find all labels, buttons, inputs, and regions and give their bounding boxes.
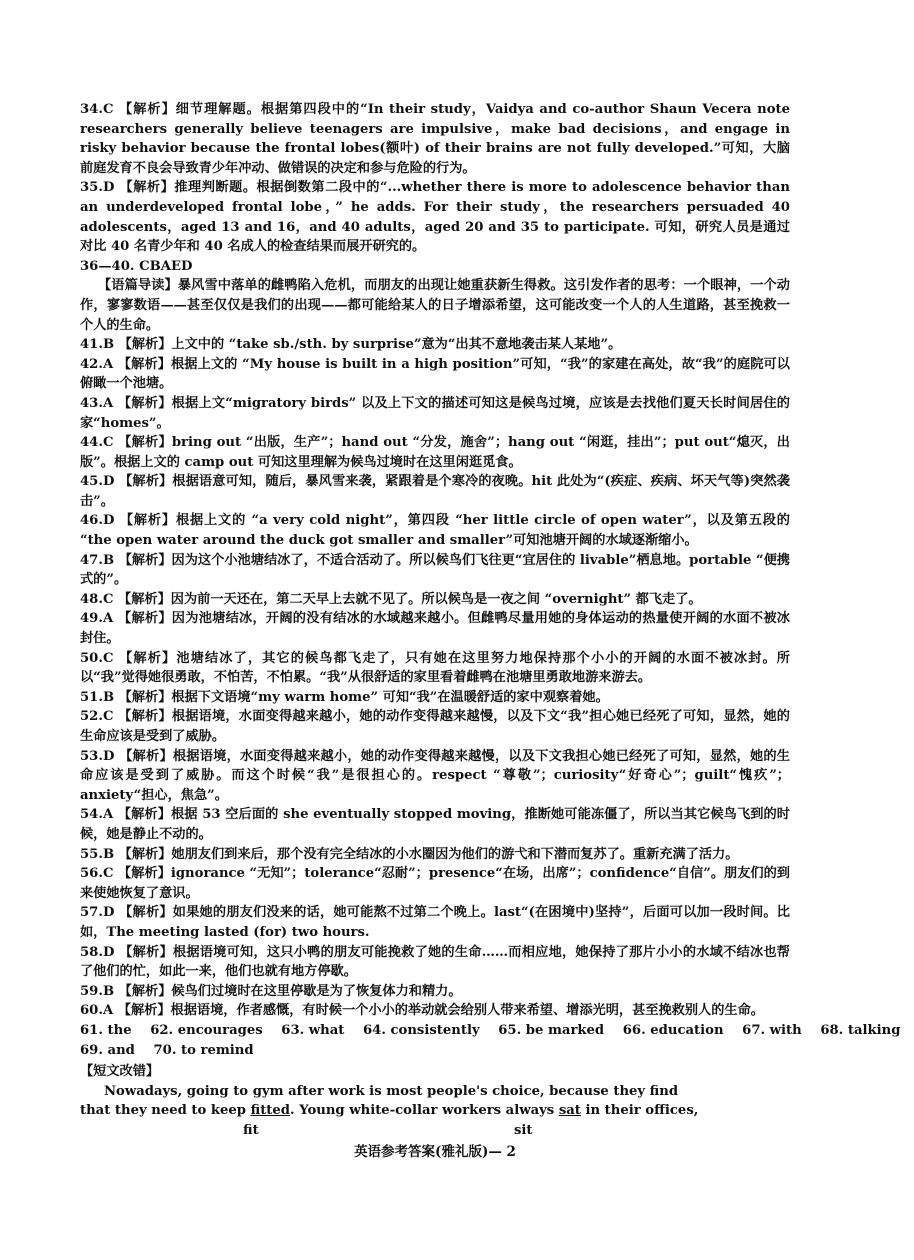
answer-53: 53.D 【解析】根据语境，水面变得越来越小，她的动作变得越来越慢，以及下文我担心她已经死了可知，显然，她的生命应该是受到了威胁。而这个时候“我”是很担心的。respect “尊敬”；curiosity“好奇心”；guilt“愧疚”；anxiety“担心，焦急”。	[80, 748, 790, 803]
essay-line-2	[80, 1101, 790, 1121]
essay-line-2-part-c: in their offices,	[580, 1103, 699, 1119]
answer-56: 56.C 【解析】ignorance “无知”；tolerance“忍耐”；presence“在场，出席”；confidence“自信”。朋友们的到来使她恢复了意识。	[80, 866, 790, 901]
answer-69: 69. and	[80, 1042, 135, 1058]
answer-49: 49.A 【解析】因为池塘结冰，开阔的没有结冰的水域越来越小。但雌鸭尽量用她的身体运动的热量使开阔的水面不被冰封住。	[80, 611, 790, 647]
error-word-fitted: fitted	[250, 1103, 291, 1119]
answer-60: 60.A 【解析】根据语境，作者感慨，有时候一个小小的举动就会给别人带来希望、增添光明，甚至挽救别人的生命。	[80, 1003, 764, 1019]
answer-52: 52.C 【解析】根据语境，水面变得越来越小，她的动作变得越来越慢，以及下文“我”担心她已经死了可知，显然，她的生命应该是受到了威胁。	[80, 709, 790, 744]
answer-42: 42.A 【解析】根据上文的 “My house is built in a high position”可知，“我”的家建在高处，故“我”的庭院可以俯瞰一个池塘。	[80, 356, 790, 392]
answer-48: 48.C 【解析】因为前一天还在，第二天早上去就不见了。所以候鸟是一夜之间 “overnight” 都飞走了。	[80, 591, 702, 607]
correction-fit: fit	[243, 1122, 259, 1138]
answer-59: 59.B 【解析】候鸟们过境时在这里停歇是为了恢复体力和精力。	[80, 983, 462, 999]
answer-61: 61. the	[80, 1022, 132, 1038]
answer-41: 41.B 【解析】上文中的 “take sb./sth. by surprise”意为“出其不意地袭击某人某地”。	[80, 337, 622, 353]
answer-57: 57.D 【解析】如果她的朋友们没来的话，她可能熬不过第二个晚上。last“(在困境中)坚持”，后面可以加一段时间。比如，The meeting lasted (for) two hours.	[80, 905, 790, 940]
answer-51: 51.B 【解析】根据下文语境“my warm home” 可知“我”在温暖舒适的家中观察着她。	[80, 689, 609, 705]
answer-68: 68. talking	[820, 1022, 901, 1038]
answer-67: 67. with	[742, 1022, 802, 1038]
answer-62: 62. encourages	[150, 1022, 263, 1038]
answer-55: 55.B 【解析】她朋友们到来后，那个没有完全结冰的小水圈因为他们的游弋和下潜而复苏了。重新充满了活力。	[80, 846, 739, 862]
correction-line	[80, 1121, 790, 1139]
correction-sit: sit	[514, 1122, 533, 1138]
answer-35: 35.D 【解析】推理判断题。根据倒数第二段中的“...whether there is more to adolescence behavior than an underdeveloped frontal lobe，” he adds. For their study，the researchers persuaded 40 adolescents，aged 13 and 16，and 40 adults，aged 20 and 35 to participate. 可知，研究人员是通过对比 40 名青少年和 40 名成人的检查结果而展开研究的。	[80, 180, 790, 255]
answer-43: 43.A 【解析】根据上文“migratory birds” 以及上下文的描述可知这是候鸟过境，应该是去找他们夏天长时间居住的家“homes”。	[80, 395, 790, 431]
answer-63: 63. what	[281, 1022, 345, 1038]
answer-key-body	[80, 100, 901, 1139]
answer-64: 64. consistently	[362, 1022, 480, 1038]
answer-50: 50.C 【解析】池塘结冰了，其它的候鸟都飞走了，只有她在这里努力地保持那个小小的开阔的水面不被冰封。所以“我”觉得她很勇敢，不怕苦，不怕累。“我”从很舒适的家里看着雌鸭在池塘里勇敢地游来游去。	[80, 650, 790, 686]
answer-36-40: 36—40. CBAED	[80, 258, 193, 274]
answer-70: 70. to remind	[153, 1042, 254, 1058]
error-word-sat: sat	[558, 1103, 581, 1119]
answer-65: 65. be marked	[498, 1022, 605, 1038]
answer-34: 34.C 【解析】细节理解题。根据第四段中的“In their study，Vaidya and co-author Shaun Vecera note researchers generally believe teenagers are impulsive，make bad decisions，and engage in risky behavior because the frontal lobes(额叶) of their brains are not fully developed.”可知，大脑前庭发育不良会导致青少年冲动、做错误的决定和参与危险的行为。	[80, 102, 790, 176]
answer-45: 45.D 【解析】根据语意可知，随后，暴风雪来袭，紧跟着是个寒冷的夜晚。hit 此处为“(疾症、疾病、坏天气等)突然袭击”。	[80, 474, 790, 509]
fill-in-answers-row-1	[80, 1021, 901, 1041]
essay-line-2-part-a: that they need to keep	[80, 1103, 251, 1119]
answer-66: 66. education	[622, 1022, 724, 1038]
answer-54: 54.A 【解析】根据 53 空后面的 she eventually stopped moving，推断她可能冻僵了，所以当其它候鸟飞到的时候，她是静止不动的。	[80, 807, 790, 842]
answer-44: 44.C 【解析】bring out “出版，生产”；hand out “分发，施舍”；hang out “闲逛，挂出”；put out“熄灭，出版”。根据上文的 camp out 可知这里理解为候鸟过境时在这里闲逛觅食。	[80, 435, 790, 470]
answer-47: 47.B 【解析】因为这个小池塘结冰了，不适合活动了。所以候鸟们飞往更“宜居住的 livable”栖息地。portable “便携式的”。	[80, 552, 790, 588]
correction-heading: 【短文改错】	[80, 1064, 160, 1080]
essay-line-2-part-b: . Young white-collar workers always	[290, 1103, 559, 1119]
answer-46: 46.D 【解析】根据上文的 “a very cold night”，第四段 “her little circle of open water”，以及第五段的 “the open water around the duck got smaller and smaller”可知池塘开阔的水域逐渐缩小。	[80, 513, 790, 549]
fill-in-answers-row-2	[80, 1041, 790, 1061]
page-footer: 英语参考答案(雅礼版)— 2	[354, 1144, 516, 1160]
passage-guide: 【语篇导读】暴风雪中落单的雌鸭陷入危机，而朋友的出现让她重获新生得救。这引发作者的思考：一个眼神，一个动作，寥寥数语——甚至仅仅是我们的出现——都可能给某人的日子增添希望，这可能改变一个人的人生道路，甚至挽救一个人的生命。	[80, 278, 790, 333]
essay-line-1: Nowadays, going to gym after work is most people's choice, because they find	[104, 1083, 679, 1099]
answer-58: 58.D 【解析】根据语境可知，这只小鸭的朋友可能挽救了她的生命……而相应地，她保持了那片小小的水域不结冰也帮了他们的忙，如此一来，他们也就有地方停歇。	[80, 944, 790, 980]
